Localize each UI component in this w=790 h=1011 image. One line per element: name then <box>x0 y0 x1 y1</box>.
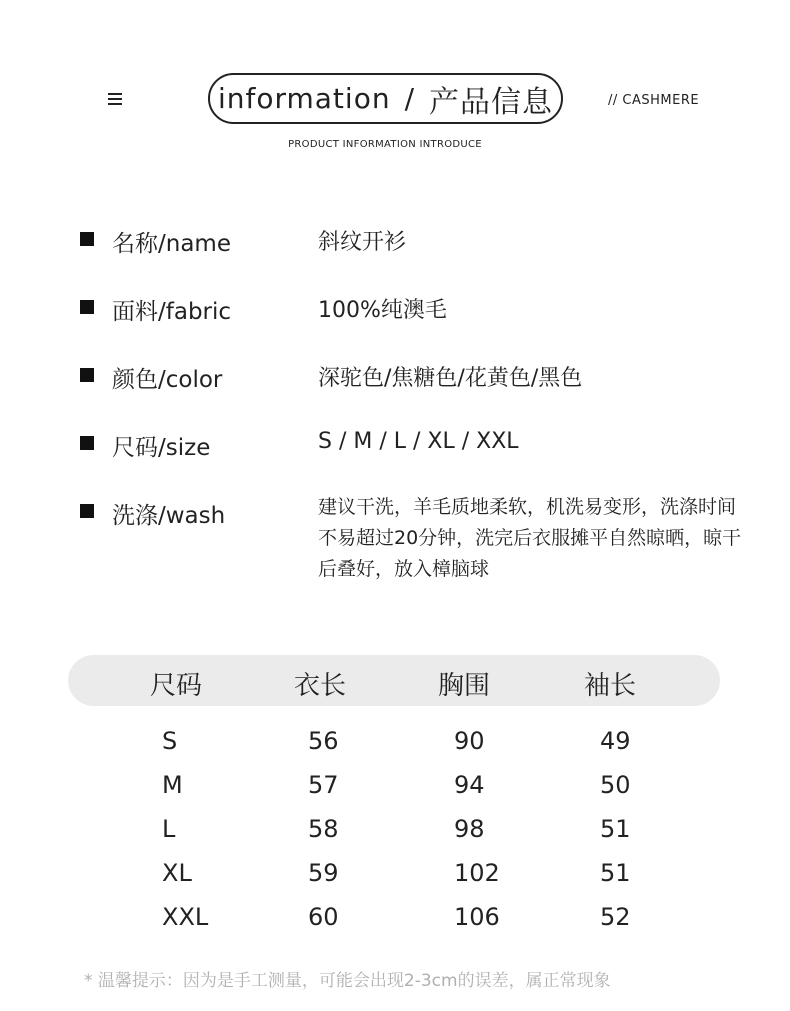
square-bullet-icon <box>80 300 94 314</box>
title-separator: / <box>404 82 416 115</box>
column-header: 袖长 <box>584 671 637 701</box>
table-cell: 90 <box>454 727 485 755</box>
info-row-size <box>80 426 760 460</box>
square-bullet-icon <box>80 436 94 450</box>
table-row <box>0 853 790 893</box>
table-cell: L <box>162 815 176 843</box>
table-cell: 94 <box>454 771 485 799</box>
info-label: 颜色/color <box>112 367 223 393</box>
table-row <box>0 897 790 937</box>
table-cell: 56 <box>308 727 339 755</box>
table-cell: 51 <box>600 859 631 887</box>
column-header: 衣长 <box>294 671 347 701</box>
info-value: 深驼色/焦糖色/花黄色/黑色 <box>318 366 583 391</box>
table-cell: XXL <box>162 903 209 931</box>
info-row-wash <box>80 494 760 580</box>
column-header: 胸围 <box>438 671 491 701</box>
info-label: 面料/fabric <box>112 299 232 325</box>
info-value: S / M / L / XL / XXL <box>318 429 519 454</box>
info-label: 洗涤/wash <box>112 503 226 529</box>
info-row-name <box>80 222 760 256</box>
table-cell: M <box>162 771 183 799</box>
table-cell: 51 <box>600 815 631 843</box>
cashmere-tagline: // CASHMERE <box>608 93 700 108</box>
table-row <box>0 721 790 761</box>
table-cell: 59 <box>308 859 339 887</box>
info-label: 尺码/size <box>112 435 211 461</box>
table-cell: 49 <box>600 727 631 755</box>
info-value: 100%纯澳毛 <box>318 298 447 323</box>
column-header: 尺码 <box>150 671 203 701</box>
table-cell: 102 <box>454 859 500 887</box>
info-row-color <box>80 358 760 392</box>
table-cell: 50 <box>600 771 631 799</box>
table-row <box>0 809 790 849</box>
title-cn: 产品信息 <box>429 84 554 120</box>
square-bullet-icon <box>80 368 94 382</box>
table-cell: 60 <box>308 903 339 931</box>
page-subtitle: PRODUCT INFORMATION INTRODUCE <box>288 139 482 150</box>
table-cell: 58 <box>308 815 339 843</box>
square-bullet-icon <box>80 232 94 246</box>
info-value: 斜纹开衫 <box>318 230 407 255</box>
table-cell: XL <box>162 859 192 887</box>
title-badge <box>208 73 563 124</box>
info-label: 名称/name <box>112 231 231 257</box>
table-row <box>0 765 790 805</box>
table-cell: 98 <box>454 815 485 843</box>
info-value-wash: 建议干洗，羊毛质地柔软，机洗易变形，洗涤时间不易超过20分钟，洗完后衣服摊平自然晾晒，晾干后叠好，放入樟脑球 <box>318 496 742 580</box>
table-cell: 106 <box>454 903 500 931</box>
size-table-header <box>68 655 720 706</box>
menu-icon <box>108 93 122 105</box>
square-bullet-icon <box>80 504 94 518</box>
info-row-fabric <box>80 290 760 324</box>
table-cell: 52 <box>600 903 631 931</box>
table-cell: S <box>162 727 178 755</box>
measurement-note: * 温馨提示：因为是手工测量，可能会出现2-3cm的误差，属正常现象 <box>84 971 611 991</box>
table-cell: 57 <box>308 771 339 799</box>
title-en: information <box>217 82 391 115</box>
